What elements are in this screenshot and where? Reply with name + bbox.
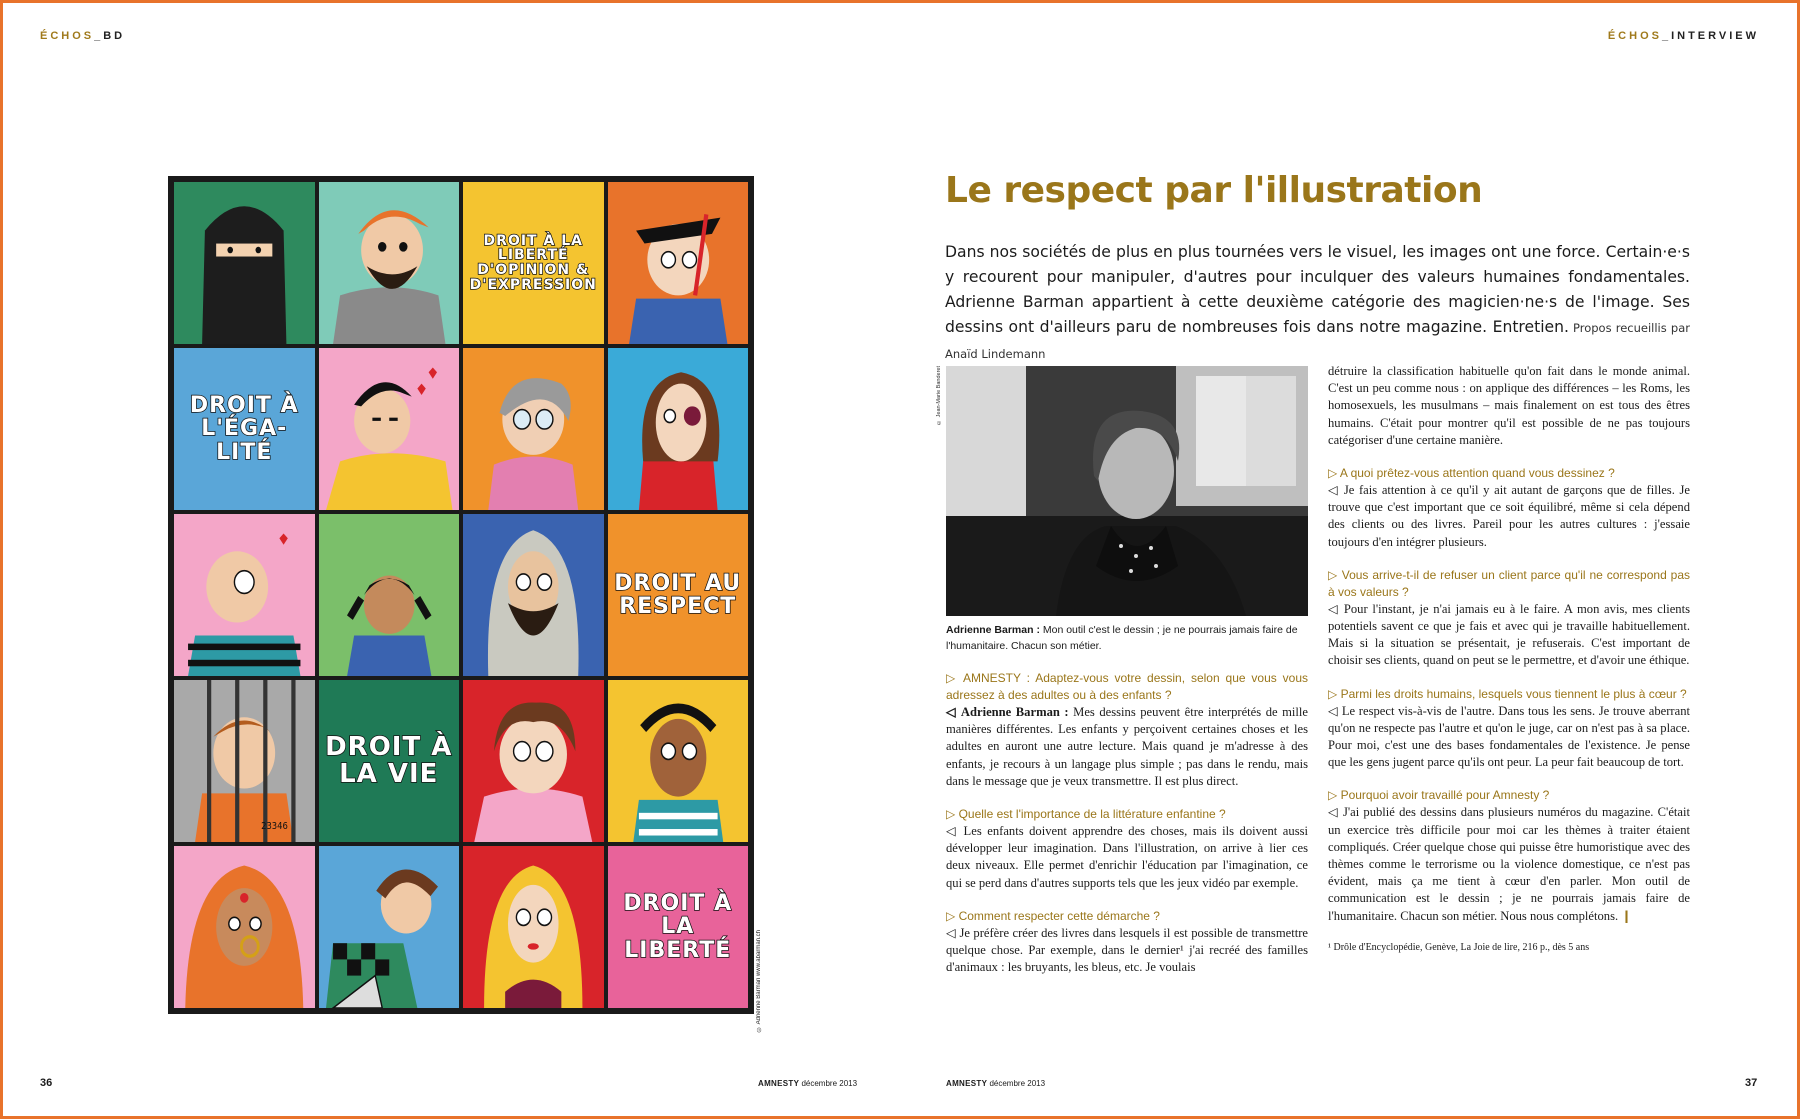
panel-indian-woman xyxy=(174,846,315,1008)
prisoner-number: 23346 xyxy=(261,821,288,833)
panel-text-opinion: DROIT À LA LIBERTÉ D'OPINION & D'EXPRESSION xyxy=(463,182,604,344)
panel-text-respect: DROIT AU RESPECT xyxy=(608,514,749,676)
panel-bruised-woman xyxy=(608,348,749,510)
panel-text-egalite: DROIT À L'ÉGA- LITÉ xyxy=(174,348,315,510)
question-1: ▷ AMNESTY : Adaptez-vous votre dessin, selon que vous vous adressez à des adultes ou à des enfants ? xyxy=(946,671,1308,702)
panel-bearded-man xyxy=(319,182,460,344)
panel-niqab-woman xyxy=(174,182,315,344)
end-mark: ❙ xyxy=(1621,908,1632,923)
panel-blonde-woman xyxy=(463,846,604,1008)
section-label-right: ÉCHOS_INTERVIEW xyxy=(1607,30,1759,42)
answer-3: ◁ Je préfère créer des livres dans lesquels il est possible de transmettre quelque chose. Par exemple, dans le dernier¹ j'ai recréé des familles d'animaux : les bruyants, les bleus, etc. Je voulais xyxy=(946,925,1308,975)
answer-6: ◁ Le respect vis-à-vis de l'autre. Dans tous les sens. Je trouve aberrant qu'on ne respecte pas l'autre et qu'on le juge, car on n'est pas à sa place. Pour moi, c'est une des bases fondamentales de l'existence. Je pense que les gens jugent parce qu'ils ont peur. La peur fait beaucoup de tort. xyxy=(1328,703,1690,770)
page-number-right: 37 xyxy=(1745,1077,1758,1089)
section-label-left: ÉCHOS_BD xyxy=(40,30,126,42)
answer-3-continued: détruire la classification habituelle qu'on fait dans le monde animal. C'est un peu comme nous : on applique des différences – les Roms, les homosexuels, les musulmans – mais finalement on est tous des êtres humains. C'était pour montrer qu'il est possible de ne pas toujours catégoriser d'une certaine manière. xyxy=(1328,364,1690,447)
portrait-photo xyxy=(946,366,1308,616)
panel-text-liberte: DROIT À LA LIBERTÉ xyxy=(608,846,749,1008)
panel-journalist xyxy=(608,182,749,344)
illustration-poster xyxy=(168,176,754,1014)
answer-1: ◁ Adrienne Barman : Mes dessins peuvent être interprétés de mille manières différentes. Les enfants y perçoivent certaines choses et les adultes en auront une autre lecture. Mais quand je m'adresse à des enfants, je recours à un langage plus simple ; pas dans le rendu, mais dans le message que je veux transmettre. Il est plus direct. xyxy=(946,705,1308,788)
byline: Propos recueillis par Anaïd Lindemann xyxy=(945,321,1690,361)
answer-4: ◁ Je fais attention à ce qu'il y ait autant de garçons que de filles. Je trouve que c'est important que ce soit équilibré, même si cela dépend des clients ou des livres. Pareil pour les autres cultures : j'essaie toujours d'en intégrer plusieurs. xyxy=(1328,483,1690,549)
question-5: ▷ Vous arrive-t-il de refuser un client parce qu'il ne correspond pas à vos valeurs ? xyxy=(1328,567,1690,599)
question-4: ▷ A quoi prêtez-vous attention quand vous dessinez ? xyxy=(1328,466,1615,481)
panel-long-haired-man xyxy=(463,514,604,676)
panel-dreadlocks-woman xyxy=(608,680,749,842)
article-column-right xyxy=(1328,363,1690,955)
question-6: ▷ Parmi les droits humains, lesquels vous tiennent le plus à cœur ? xyxy=(1328,686,1687,701)
article-title: Le respect par l'illustration xyxy=(945,170,1483,211)
answer-7: ◁ J'ai publié des dessins dans plusieurs numéros du magazine. C'était un exercice très difficile pour moi car les thèmes à traiter étaient compliqués. Créer quelque chose qui puisse être humoristique avec des thèmes comme le terrorisme ou la violence domestique, ce n'est pas évident, mais ça me tient à cœur d'en parler. Mon outil de communication est le dessin ; je ne pourrais jamais faire de l'humanitaire. Chacun son métier. Nous nous complétons. ❙ xyxy=(1328,805,1690,923)
answer-2: ◁ Les enfants doivent apprendre des choses, mais ils doivent aussi développer leur imagination. Dans l'illustration, on arrive à lier ces deux niveaux. Elle permet d'enrichir l'éducation par l'imagination, ce qui se perd dans d'autres supports tels que les jeux vidéo par exemple. xyxy=(946,824,1308,890)
page-number-left: 36 xyxy=(40,1077,53,1089)
footnote: ¹ Drôle d'Encyclopédie, Genève, La Joie de lire, 216 p., dès 5 ans xyxy=(1328,941,1590,953)
panel-curly-woman xyxy=(463,680,604,842)
panel-couple-yellow xyxy=(319,348,460,510)
panel-checkered-man xyxy=(319,846,460,1008)
answer-5: ◁ Pour l'instant, je n'ai jamais eu à le faire. A mon avis, mes clients potentiels savent ce que je fais et avec qui je travaille habituellement. Mais si la situation se présentait, je refuserais. C'est important de choisir ses clients, quand on peut se le permettre, et d'avoir une éthique. xyxy=(1328,601,1690,668)
panel-bald-man xyxy=(174,514,315,676)
question-2: ▷ Quelle est l'importance de la littérature enfantine ? xyxy=(946,807,1226,822)
panel-prisoner xyxy=(174,680,315,842)
footer-right: AMNESTY décembre 2013 xyxy=(946,1079,1046,1088)
photo-caption: Adrienne Barman : Mon outil c'est le dessin ; je ne pourrais jamais faire de l'humanitaire. Chacun son métier. xyxy=(946,624,1298,652)
panel-old-woman xyxy=(463,348,604,510)
photo-credit: © Jean-Marie Banderet xyxy=(936,366,942,425)
panel-girl-pigtails xyxy=(319,514,460,676)
question-7: ▷ Pourquoi avoir travaillé pour Amnesty ? xyxy=(1328,788,1550,803)
panel-text-vie: DROIT À LA VIE xyxy=(319,680,460,842)
illustration-credit: © Adrienne Barman www.abarman.ch xyxy=(756,930,762,1032)
question-3: ▷ Comment respecter cette démarche ? xyxy=(946,908,1160,923)
footer-left: AMNESTY décembre 2013 xyxy=(758,1079,858,1088)
article-lead: Dans nos sociétés de plus en plus tournées vers le visuel, les images ont une force. Certain·e·s y recourent pour manipuler, d'autres pour inculquer des valeurs humaines fondamentales. Adrienne Barman appartient à cette deuxième catégorie des magicien·ne·s de l'image. Ses dessins ont d'ailleurs paru de nombreuses fois dans notre magazine. Entretien. Propos recueillis par Anaïd Lindemann xyxy=(945,243,1690,361)
article-column-left xyxy=(946,670,1308,976)
